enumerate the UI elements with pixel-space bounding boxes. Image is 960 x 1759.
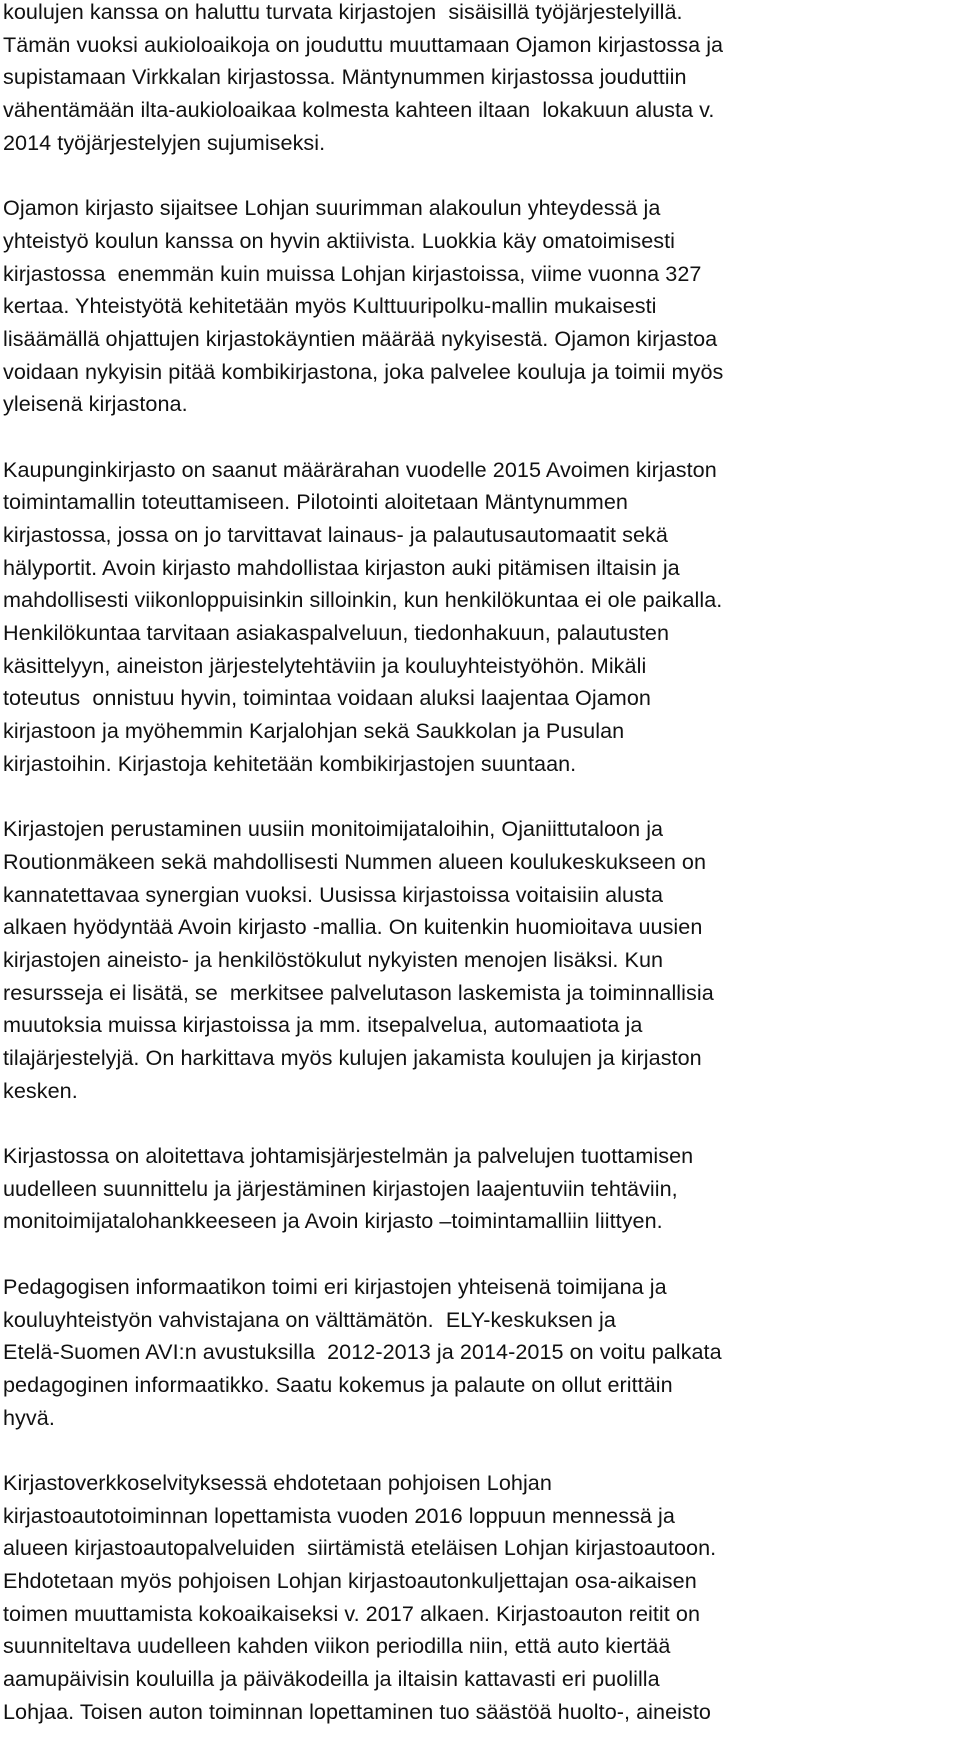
text-line: kirjastoon ja myöhemmin Karjalohjan sekä Saukkolan ja Pusulan <box>3 718 625 744</box>
text-line: yleisenä kirjastona. <box>3 391 188 417</box>
paragraph-gap <box>3 421 953 454</box>
paragraph-gap <box>3 159 953 192</box>
text-line: Ehdotetaan myös pohjoisen Lohjan kirjastoautonkuljettajan osa-aikaisen <box>3 1568 697 1593</box>
text-line: toimen muuttamista kokoaikaiseksi v. 2017 alkaen. Kirjastoauton reitit on <box>3 1600 700 1626</box>
text-line: tilajärjestelyjä. On harkittava myös kulujen jakamista koulujen ja kirjaston <box>3 1045 702 1070</box>
text-line: Tämän vuoksi aukioloaikoja on jouduttu muuttamaan Ojamon kirjastossa ja <box>3 31 724 57</box>
text-line: hyvä. <box>3 1404 55 1430</box>
text-line: Routionmäkeen sekä mahdollisesti Nummen alueen koulukeskukseen on <box>3 848 707 874</box>
text-line: kannatettavaa synergian vuoksi. Uusissa kirjastoissa voitaisiin alusta <box>3 881 664 907</box>
document-page <box>3 0 953 1728</box>
text-line: voidaan nykyisin pitää kombikirjastona, joka palvelee kouluja ja toimii myös <box>3 358 724 384</box>
text-line: toimintamallin toteuttamiseen. Pilotointi aloitetaan Mäntynummen <box>3 489 628 515</box>
text-line: Lohjaa. Toisen auton toiminnan lopettaminen tuo säästöä huolto-, aineisto <box>3 1698 711 1724</box>
text-line: kirjastoihin. Kirjastoja kehitetään kombikirjastojen suuntaan. <box>3 750 577 776</box>
text-line: Kirjastossa on aloitettava johtamisjärjestelmän ja palvelujen tuottamisen <box>3 1143 694 1169</box>
paragraph-open-library-pilot <box>3 454 953 781</box>
text-line: kertaa. Yhteistyötä kehitetään myös Kulttuuripolku-mallin mukaisesti <box>3 293 657 319</box>
text-line: kouluyhteistyön vahvistajana on välttämätön. ELY-keskuksen ja <box>3 1306 616 1332</box>
text-line: yhteistyö koulun kanssa on hyvin aktiivista. Luokkia käy omatoimisesti <box>3 227 676 253</box>
paragraph-gap <box>3 1238 953 1271</box>
paragraph-pedagogical-informatician <box>3 1271 953 1434</box>
text-line: Ojamon kirjasto sijaitsee Lohjan suurimman alakoulun yhteydessä ja <box>3 195 661 221</box>
paragraph-new-libraries <box>3 813 953 1107</box>
text-line: alueen kirjastoautopalveluiden siirtämistä eteläisen Lohjan kirjastoautoon. <box>3 1535 717 1561</box>
text-line: resursseja ei lisätä, se merkitsee palvelutason laskemista ja toiminnallisia <box>3 979 714 1005</box>
text-line: Pedagogisen informaatikon toimi eri kirjastojen yhteisenä toimijana ja <box>3 1273 667 1299</box>
paragraph-ojamo-library <box>3 192 953 421</box>
text-line: Etelä-Suomen AVI:n avustuksilla 2012-2013 ja 2014-2015 on voitu palkata <box>3 1339 722 1365</box>
paragraph-gap <box>3 1434 953 1467</box>
text-line: 2014 työjärjestelyjen sujumiseksi. <box>3 129 326 155</box>
text-line: kirjastojen aineisto- ja henkilöstökulut nykyisten menojen lisäksi. Kun <box>3 946 664 972</box>
text-line: hälyportit. Avoin kirjasto mahdollistaa kirjaston auki pitämisen iltaisin ja <box>3 554 680 580</box>
text-line: aamupäivisin kouluilla ja päiväkodeilla ja iltaisin kattavasti eri puolilla <box>3 1666 660 1692</box>
text-line: toteutus onnistuu hyvin, toimintaa voidaan aluksi laajentaa Ojamon <box>3 685 651 711</box>
paragraph-opening-hours <box>3 0 953 159</box>
paragraph-gap <box>3 1107 953 1140</box>
text-line: kirjastossa enemmän kuin muissa Lohjan kirjastoissa, viime vuonna 327 <box>3 260 702 286</box>
text-line: mahdollisesti viikonloppuisinkin silloinkin, kun henkilökuntaa ei ole paikalla. <box>3 587 723 613</box>
text-line: supistamaan Virkkalan kirjastossa. Mäntynummen kirjastossa jouduttiin <box>3 64 687 90</box>
text-line: Kaupunginkirjasto on saanut määrärahan vuodelle 2015 Avoimen kirjaston <box>3 456 717 482</box>
text-line: muutoksia muissa kirjastoissa ja mm. itsepalvelua, automaatiota ja <box>3 1012 643 1038</box>
text-line: lisäämällä ohjattujen kirjastokäyntien määrää nykyisestä. Ojamon kirjastoa <box>3 325 718 351</box>
text-line: suunniteltava uudelleen kahden viikon periodilla niin, että auto kiertää <box>3 1633 671 1659</box>
text-line: kirjastoautotoiminnan lopettamista vuoden 2016 loppuun mennessä ja <box>3 1502 675 1528</box>
text-line: alkaen hyödyntää Avoin kirjasto -mallia. On kuitenkin huomioitava uusien <box>3 914 703 940</box>
text-line: koulujen kanssa on haluttu turvata kirjastojen sisäisillä työjärjestelyillä. <box>3 0 683 24</box>
text-line: Henkilökuntaa tarvitaan asiakaspalveluun, tiedonhakuun, palautusten <box>3 620 670 646</box>
text-line: käsittelyyn, aineiston järjestelytehtäviin ja kouluyhteistyöhön. Mikäli <box>3 652 647 678</box>
text-line: kirjastossa, jossa on jo tarvittavat lainaus- ja palautusautomaatit sekä <box>3 522 668 547</box>
paragraph-bookmobile <box>3 1467 953 1729</box>
text-line: vähentämään ilta-aukioloaikaa kolmesta kahteen iltaan lokakuun alusta v. <box>3 97 715 123</box>
text-line: uudelleen suunnittelu ja järjestäminen kirjastojen laajentuviin tehtäviin, <box>3 1175 678 1201</box>
text-line: monitoimijatalohankkeeseen ja Avoin kirjasto –toimintamalliin liittyen. <box>3 1208 663 1234</box>
text-line: Kirjastojen perustaminen uusiin monitoimijataloihin, Ojaniittutaloon ja <box>3 816 664 842</box>
text-line: Kirjastoverkkoselvityksessä ehdotetaan pohjoisen Lohjan <box>3 1469 552 1495</box>
paragraph-gap <box>3 781 953 814</box>
text-line: pedagoginen informaatikko. Saatu kokemus ja palaute on ollut erittäin <box>3 1371 673 1397</box>
text-line: kesken. <box>3 1077 78 1103</box>
paragraph-management-system <box>3 1140 953 1238</box>
